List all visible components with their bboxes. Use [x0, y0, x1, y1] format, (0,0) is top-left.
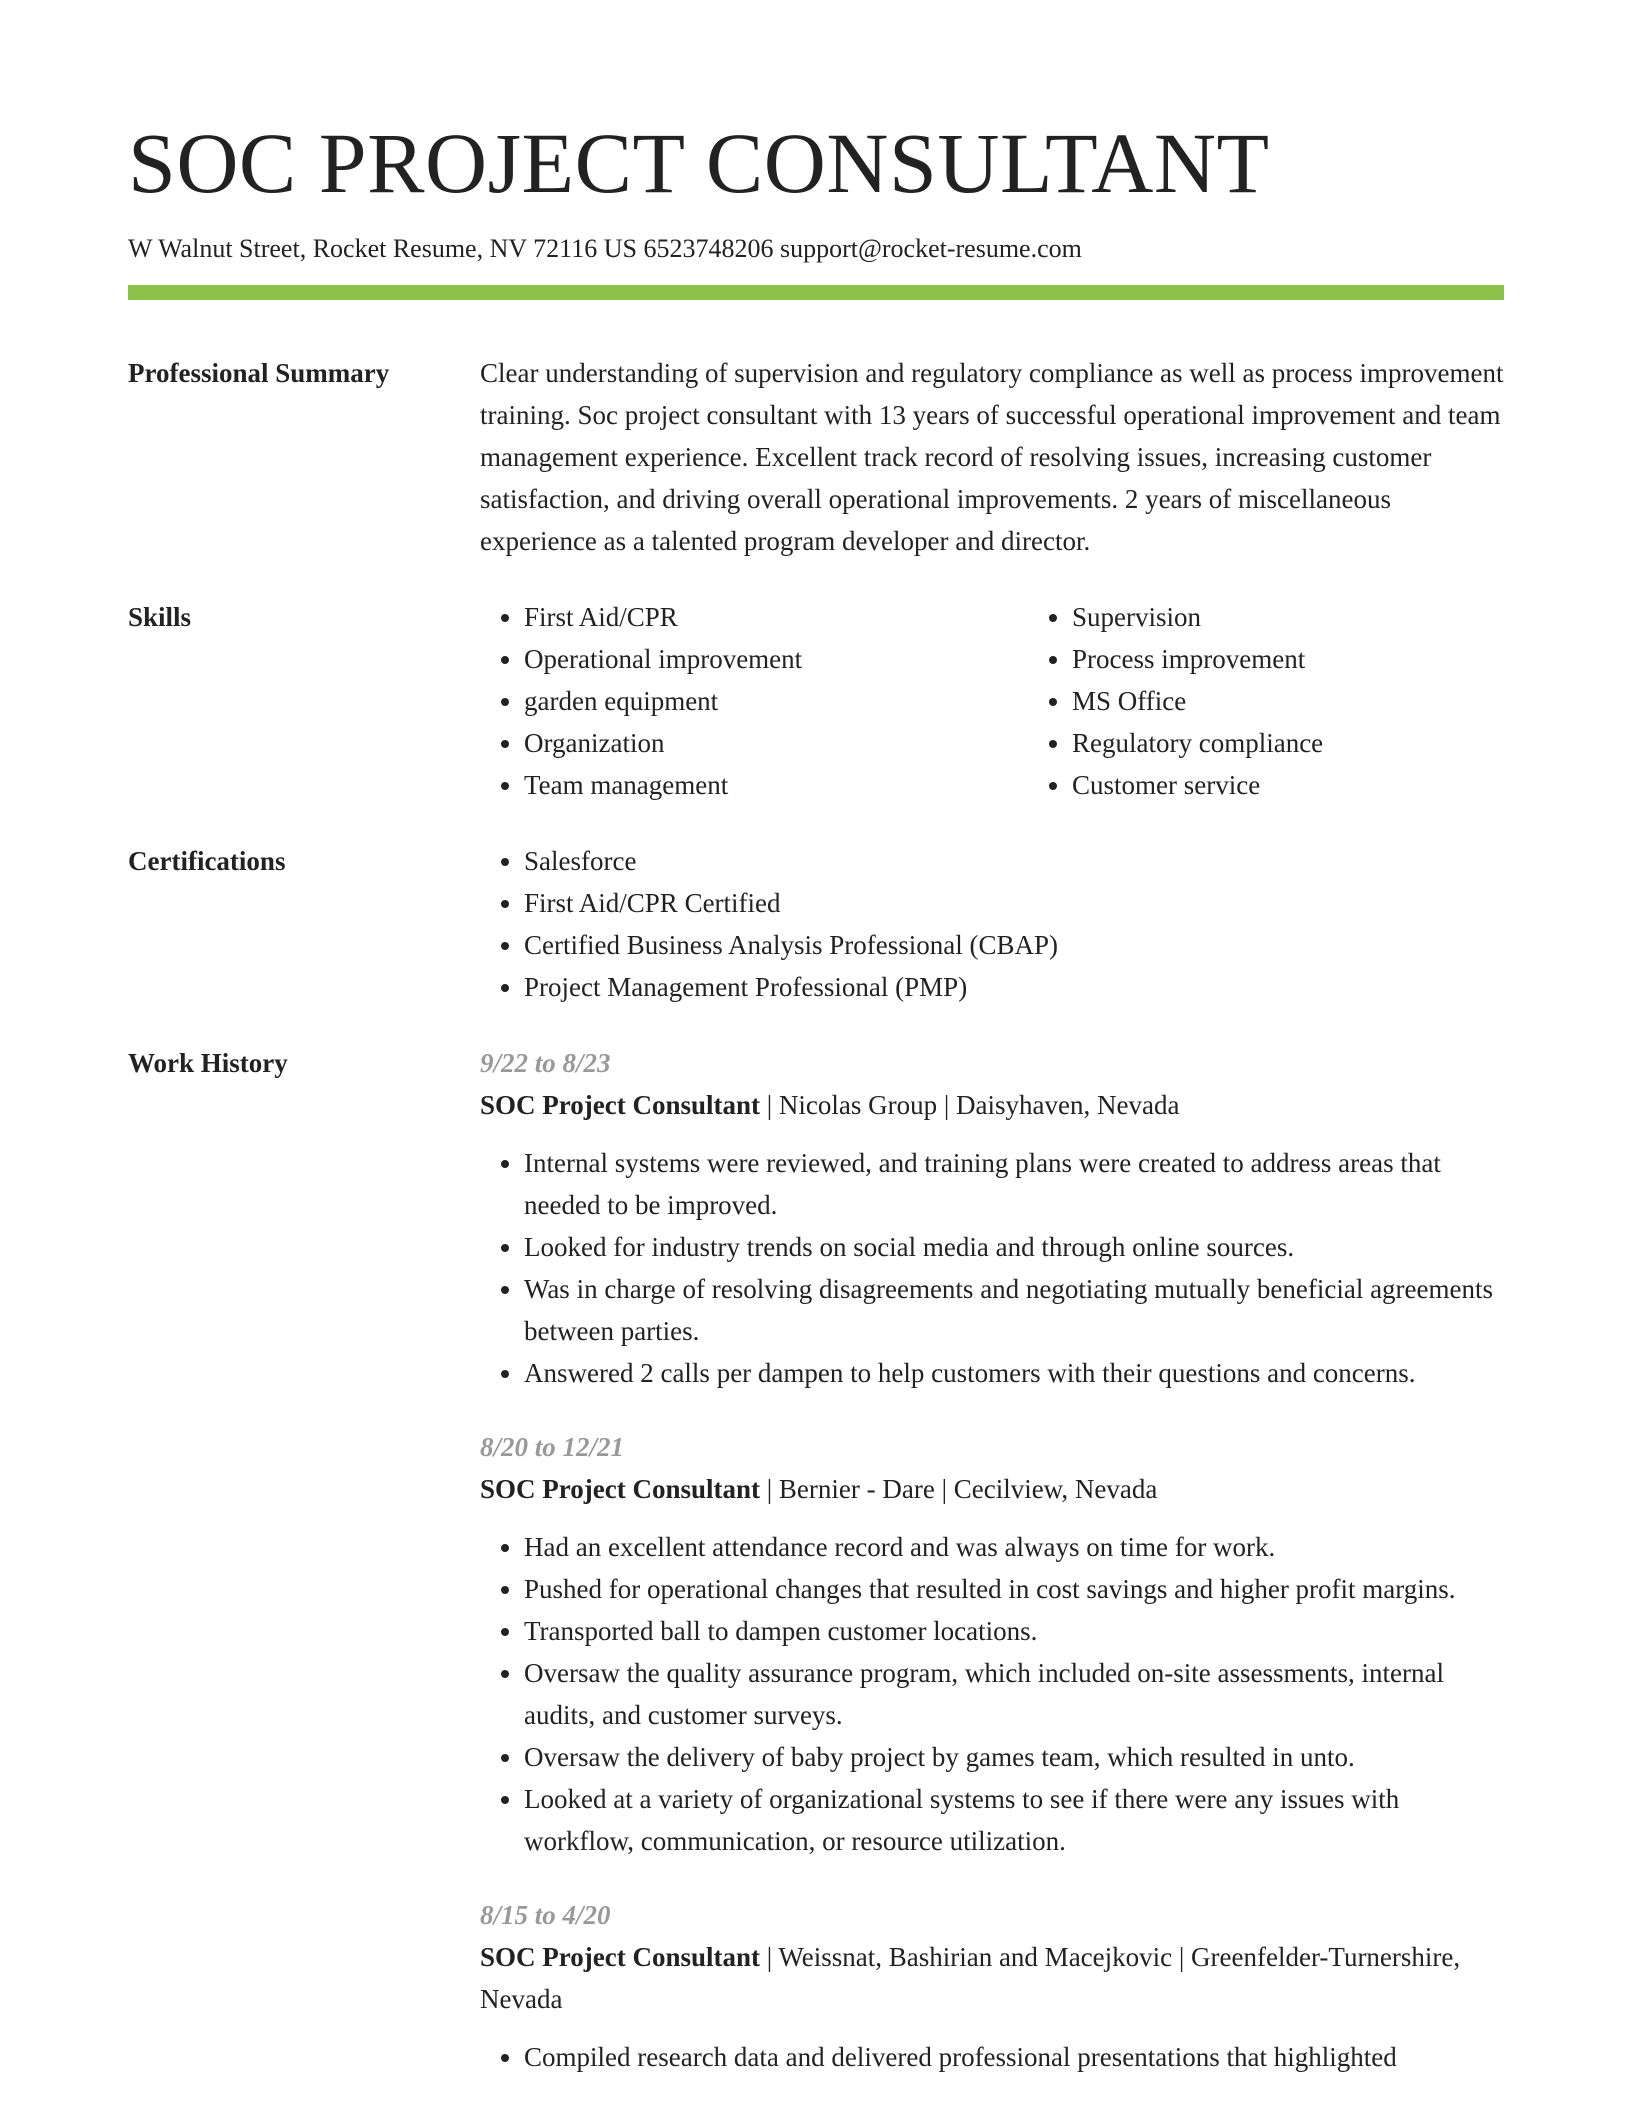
job-entry — [480, 1426, 1504, 1862]
job-bullet: • Answered 2 calls per dampen to help customers with their questions and concerns. — [524, 1352, 1504, 1394]
certification-item: • Salesforce — [524, 840, 1504, 882]
job-bullets — [480, 1526, 1504, 1862]
certifications-content — [480, 840, 1504, 1008]
skills-section — [128, 596, 1504, 806]
job-title: SOC Project Consultant — [480, 1474, 760, 1505]
skill-item: • Customer service — [1072, 764, 1576, 806]
contact-line: W Walnut Street, Rocket Resume, NV 72116 US 6523748206 support@rocket-resume.com — [128, 234, 1082, 264]
skill-item: • Regulatory compliance — [1072, 722, 1576, 764]
job-company-location: | Weissnat, Bashirian and Macejkovic | Greenfelder-Turnershire, Nevada — [480, 1942, 1461, 2015]
job-bullet: • Looked at a variety of organizational systems to see if there were any issues with workflow, communication, or resource utilization. — [524, 1778, 1504, 1862]
accent-divider — [128, 285, 1504, 300]
summary-text: Clear understanding of supervision and regulatory compliance as well as process improvement training. Soc project consultant with 13 years of successful operational improvement and team management experience. Excellent track record of resolving issues, increasing customer satisfaction, and driving overall operational improvements. 2 years of miscellaneous experience as a talented program developer and director. — [480, 358, 1504, 557]
job-title-line — [480, 1936, 1504, 2020]
work-history-section — [128, 1042, 1504, 2078]
certifications-section — [128, 840, 1504, 1008]
skill-item: • First Aid/CPR — [524, 596, 1028, 638]
job-title-line — [480, 1084, 1504, 1126]
job-title: SOC Project Consultant — [480, 1090, 760, 1121]
job-bullet: • Looked for industry trends on social media and through online sources. — [524, 1226, 1504, 1268]
work-history-content — [480, 1042, 1504, 2078]
job-bullet: • Internal systems were reviewed, and training plans were created to address areas that needed to be improved. — [524, 1142, 1504, 1226]
certification-item: • Project Management Professional (PMP) — [524, 966, 1504, 1008]
certifications-heading: Certifications — [128, 846, 286, 877]
job-bullet: • Had an excellent attendance record and was always on time for work. — [524, 1526, 1504, 1568]
job-bullet: • Pushed for operational changes that resulted in cost savings and higher profit margins. — [524, 1568, 1504, 1610]
skill-item: • Team management — [524, 764, 1028, 806]
job-dates: 9/22 to 8/23 — [480, 1048, 611, 1079]
work-history-heading: Work History — [128, 1048, 288, 1079]
certification-item: • Certified Business Analysis Professional (CBAP) — [524, 924, 1504, 966]
skill-item: • MS Office — [1072, 680, 1576, 722]
certifications-list — [480, 840, 1504, 1008]
skills-list — [480, 596, 1576, 806]
skill-item: • garden equipment — [524, 680, 1028, 722]
job-bullets — [480, 1142, 1504, 1394]
skill-item: • Operational improvement — [524, 638, 1028, 680]
job-dates: 8/20 to 12/21 — [480, 1432, 625, 1463]
job-entry — [480, 1042, 1504, 1394]
skills-column-left — [480, 596, 1028, 806]
job-company-location: | Bernier - Dare | Cecilview, Nevada — [760, 1474, 1158, 1505]
job-bullet: • Transported ball to dampen customer locations. — [524, 1610, 1504, 1652]
certification-item: • First Aid/CPR Certified — [524, 882, 1504, 924]
summary-section — [128, 352, 1504, 562]
summary-heading: Professional Summary — [128, 358, 390, 389]
job-entry — [480, 1894, 1504, 2078]
job-title: SOC Project Consultant — [480, 1942, 760, 1973]
skills-heading: Skills — [128, 602, 192, 633]
job-title-line — [480, 1468, 1504, 1510]
job-bullet: • Was in charge of resolving disagreements and negotiating mutually beneficial agreements between parties. — [524, 1268, 1504, 1352]
job-company-location: | Nicolas Group | Daisyhaven, Nevada — [760, 1090, 1180, 1121]
job-bullet: • Oversaw the quality assurance program, which included on-site assessments, internal audits, and customer surveys. — [524, 1652, 1504, 1736]
skill-item: • Organization — [524, 722, 1028, 764]
skill-item: • Process improvement — [1072, 638, 1576, 680]
job-dates: 8/15 to 4/20 — [480, 1900, 611, 1931]
skills-column-right — [1028, 596, 1576, 806]
resume-title: SOC PROJECT CONSULTANT — [128, 115, 1270, 211]
job-bullet: • Compiled research data and delivered professional presentations that highlighted — [524, 2036, 1504, 2078]
skill-item: • Supervision — [1072, 596, 1576, 638]
job-bullet: • Oversaw the delivery of baby project by games team, which resulted in unto. — [524, 1736, 1504, 1778]
job-bullets — [480, 2036, 1504, 2078]
